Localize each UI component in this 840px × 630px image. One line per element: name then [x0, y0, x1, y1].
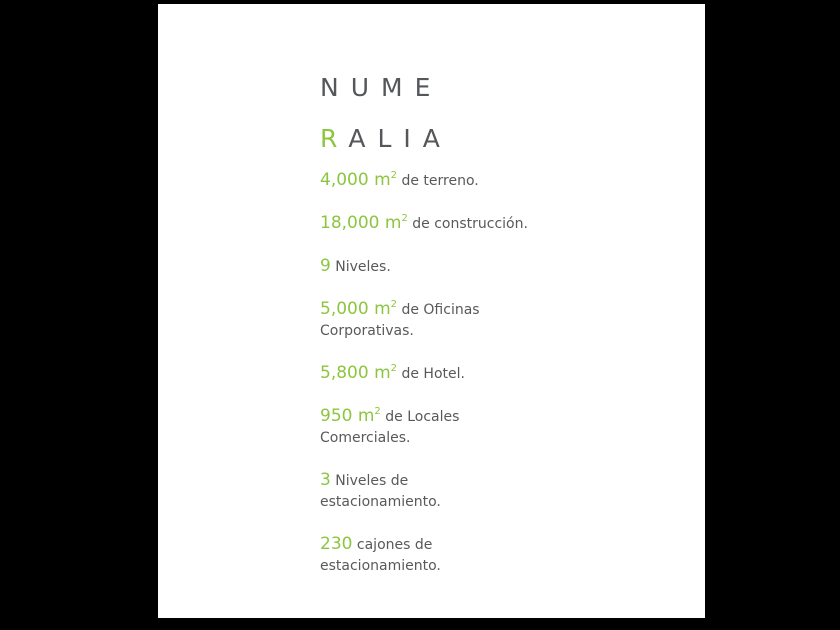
stat-value: 950 $m^2$	[320, 406, 381, 426]
stat-value: 4,000 $m^2$	[320, 170, 398, 190]
stat-label: de construcción.	[407, 216, 528, 232]
stat-item	[320, 470, 528, 513]
stat-item	[320, 534, 528, 577]
stat-label-continued: estacionamiento.	[320, 558, 441, 574]
stats-list	[320, 170, 528, 598]
stat-label: Niveles.	[330, 259, 391, 275]
stat-label: de terreno.	[397, 173, 479, 189]
stat-label-continued: Corporativas.	[320, 323, 414, 339]
stat-value: 18,000 $m^2$	[320, 213, 408, 233]
stat-item	[320, 213, 528, 235]
stat-label-continued: Comerciales.	[320, 430, 411, 446]
stat-item	[320, 363, 528, 385]
stat-value: 3	[320, 470, 331, 490]
stat-label: de Oficinas	[397, 302, 480, 318]
stat-item	[320, 406, 528, 449]
stat-value: 9	[320, 256, 331, 276]
document-page	[158, 4, 705, 618]
stat-item	[320, 170, 528, 192]
stat-label: cajones de	[352, 537, 433, 553]
stat-item	[320, 256, 528, 278]
title-line-1: NUME	[320, 73, 443, 102]
stat-label-continued: estacionamiento.	[320, 494, 441, 510]
title-line-2-rest: ALIA	[348, 124, 452, 153]
page-title	[320, 62, 452, 164]
stat-item	[320, 299, 528, 342]
stat-value: 230	[320, 534, 353, 554]
stat-value: 5,000 $m^2$	[320, 299, 398, 319]
stat-label: de Hotel.	[397, 366, 465, 382]
stat-label: de Locales	[380, 409, 460, 425]
title-accent-letter: R	[320, 124, 349, 153]
title-line-2	[320, 113, 452, 164]
stat-value: 5,800 $m^2$	[320, 363, 398, 383]
stat-label: Niveles de	[330, 473, 409, 489]
